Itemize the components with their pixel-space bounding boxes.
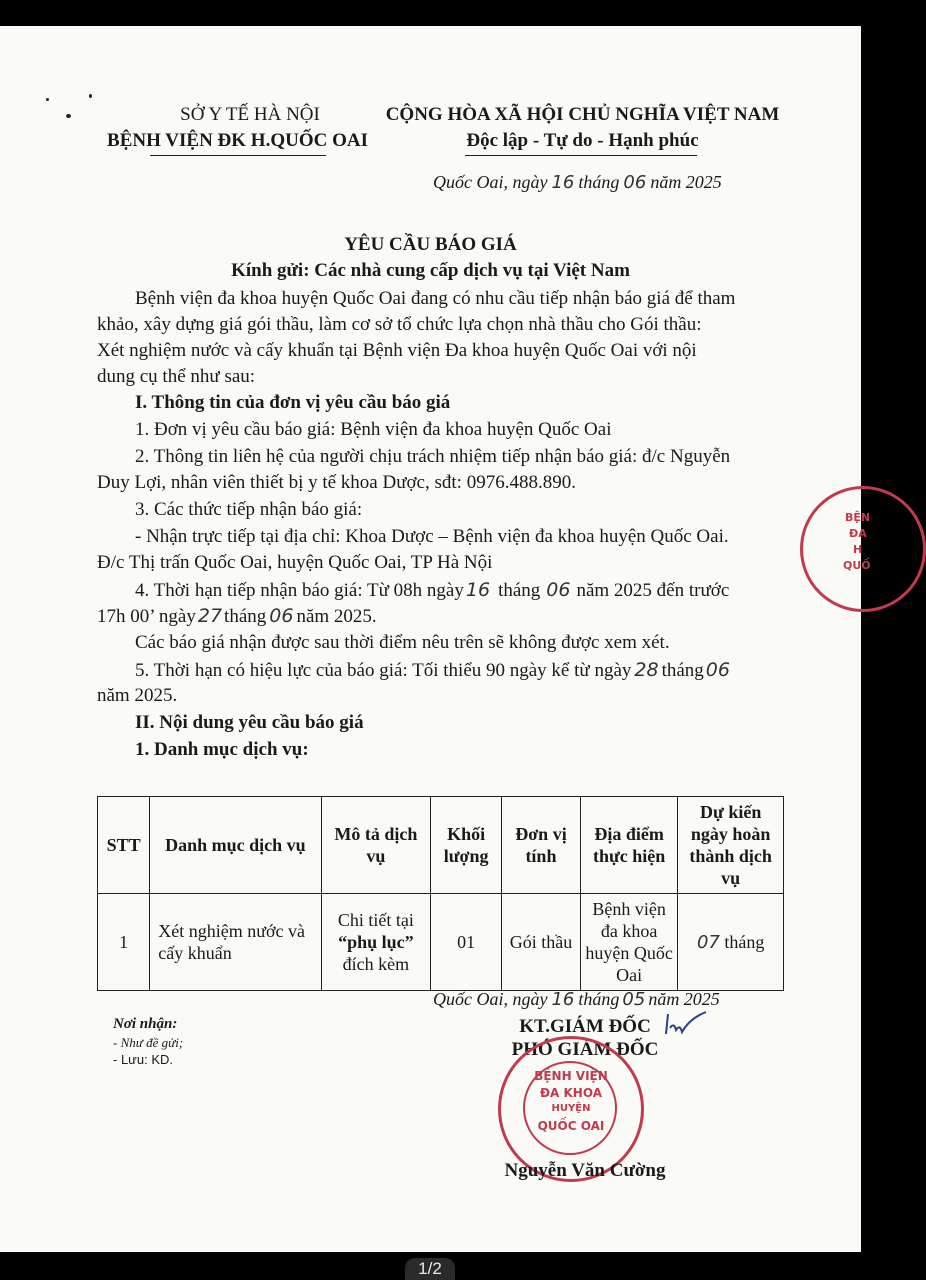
header-unit: Đơn vị tính <box>501 797 580 894</box>
cell-service: Xét nghiệm nước và cấy khuẩn <box>150 894 321 991</box>
cell-location: Bệnh viện đa khoa huyện Quốc Oai <box>580 894 677 991</box>
stamp-line-4: QUỐC OAI <box>537 1119 605 1133</box>
header-quantity: Khối lượng <box>431 797 502 894</box>
table-row <box>98 894 784 991</box>
document-page <box>0 26 871 1252</box>
recipient-2: - Lưu: KD. <box>113 1052 173 1067</box>
page-indicator: 1/2 <box>405 1258 455 1280</box>
edge-stamp-line-1: BỆN <box>845 511 871 524</box>
stamp-line-1: BỆNH VIỆN <box>534 1069 608 1083</box>
scan-speck <box>89 94 92 98</box>
recipient-line: Kính gửi: Các nhà cung cấp dịch vụ tại Việt Nam <box>231 260 630 281</box>
edge-stamp-line-3: H <box>853 543 863 556</box>
section-1-item-3b: Đ/c Thị trấn Quốc Oai, huyện Quốc Oai, TP Hà Nội <box>97 552 493 573</box>
cell-description <box>321 894 431 991</box>
section-1-item-3: 3. Các thức tiếp nhận báo giá: <box>135 499 363 520</box>
section-1-item-2b: Duy Lợi, nhân viên thiết bị y tế khoa Dược, sđt: 0976.488.890. <box>97 472 576 493</box>
stamp-line-3: HUYỆN <box>551 1103 591 1114</box>
intro-line-3: Xét nghiệm nước và cấy khuẩn tại Bệnh viện Đa khoa huyện Quốc Oai với nội <box>97 340 697 361</box>
intro-line-4: dung cụ thể như sau: <box>97 366 256 387</box>
desc-line-1: Chi tiết tại <box>337 910 414 930</box>
cell-completion: 07 tháng <box>678 894 784 991</box>
motto-underline <box>465 155 697 156</box>
signing-date: Quốc Oai, ngày 16 tháng 05 năm 2025 <box>433 989 720 1010</box>
section-1-note: Các báo giá nhận được sau thời điểm nêu trên sẽ không được xem xét. <box>135 632 670 653</box>
section-1-item-5-year: năm 2025. <box>97 685 178 706</box>
header-service: Danh mục dịch vụ <box>150 797 321 894</box>
edge-stamp-line-4: QUỐ <box>843 559 871 572</box>
edge-stamp <box>800 486 926 612</box>
section-1-item-4b: 17h 00’ ngày 27 tháng 06 năm 2025. <box>97 605 377 627</box>
issue-date: Quốc Oai, ngày 16 tháng 06 năm 2025 <box>433 172 722 193</box>
intro-line-2: khảo, xây dựng giá gói thầu, làm cơ sở tổ chức lựa chọn nhà thầu cho Gói thầu: <box>97 314 702 335</box>
document-title: YÊU CẦU BÁO GIÁ <box>344 234 517 255</box>
recipients-label: Nơi nhận: <box>113 1016 178 1032</box>
hospital-underline <box>150 155 326 156</box>
national-motto: Độc lập - Tự do - Hạnh phúc <box>466 130 699 151</box>
sign-title-1: KT.GIÁM ĐỐC <box>519 1016 651 1037</box>
scan-speck <box>46 98 49 101</box>
sign-title-2: PHÓ GIÁM ĐỐC <box>511 1039 659 1060</box>
recipient-1: - Như đề gửi; <box>113 1035 184 1050</box>
section-1-item-1: 1. Đơn vị yêu cầu báo giá: Bệnh viện đa khoa huyện Quốc Oai <box>135 419 612 440</box>
intro-line-1: Bệnh viện đa khoa huyện Quốc Oai đang có nhu cầu tiếp nhận báo giá để tham <box>135 288 736 309</box>
table-header-row <box>98 797 784 894</box>
scan-speck <box>66 114 71 118</box>
section-1-item-5: 5. Thời hạn có hiệu lực của báo giá: Tối thiểu 90 ngày kể từ ngày 28 tháng 06 <box>135 659 730 681</box>
handwritten-signature <box>660 1004 720 1044</box>
section-1-heading: I. Thông tin của đơn vị yêu cầu báo giá <box>135 392 451 413</box>
agency-name: SỞ Y TẾ HÀ NỘI <box>180 104 320 125</box>
hospital-name: BỆNH VIỆN ĐK H.QUỐC OAI <box>107 130 368 151</box>
section-2-heading: II. Nội dung yêu cầu báo giá <box>135 712 364 733</box>
header-location: Địa điểm thực hiện <box>580 797 677 894</box>
desc-bold: “phụ lục” <box>338 932 414 952</box>
header-description: Mô tả dịch vụ <box>321 797 431 894</box>
section-2-subheading: 1. Danh mục dịch vụ: <box>135 739 309 760</box>
edge-stamp-line-2: ĐA <box>849 527 867 540</box>
desc-line-3: đích kèm <box>342 954 410 974</box>
section-1-item-3a: - Nhận trực tiếp tại địa chỉ: Khoa Dược – Bệnh viện đa khoa huyện Quốc Oai. <box>135 526 729 547</box>
cell-unit: Gói thầu <box>501 894 580 991</box>
cell-stt: 1 <box>98 894 150 991</box>
service-table <box>97 796 784 991</box>
section-1-item-2a: 2. Thông tin liên hệ của người chịu trách nhiệm tiếp nhận báo giá: đ/c Nguyễn <box>135 446 731 467</box>
republic-name: CỘNG HÒA XÃ HỘI CHỦ NGHĨA VIỆT NAM <box>385 104 780 125</box>
top-bar <box>0 0 861 26</box>
signer-name: Nguyễn Văn Cường <box>504 1160 666 1181</box>
cell-quantity: 01 <box>431 894 502 991</box>
section-1-item-4a: 4. Thời hạn tiếp nhận báo giá: Từ 08h ngày 16 tháng 06 năm 2025 đến trước <box>135 579 730 601</box>
stamp-line-2: ĐA KHOA <box>539 1086 603 1100</box>
header-stt: STT <box>98 797 150 894</box>
header-completion: Dự kiến ngày hoàn thành dịch vụ <box>678 797 784 894</box>
